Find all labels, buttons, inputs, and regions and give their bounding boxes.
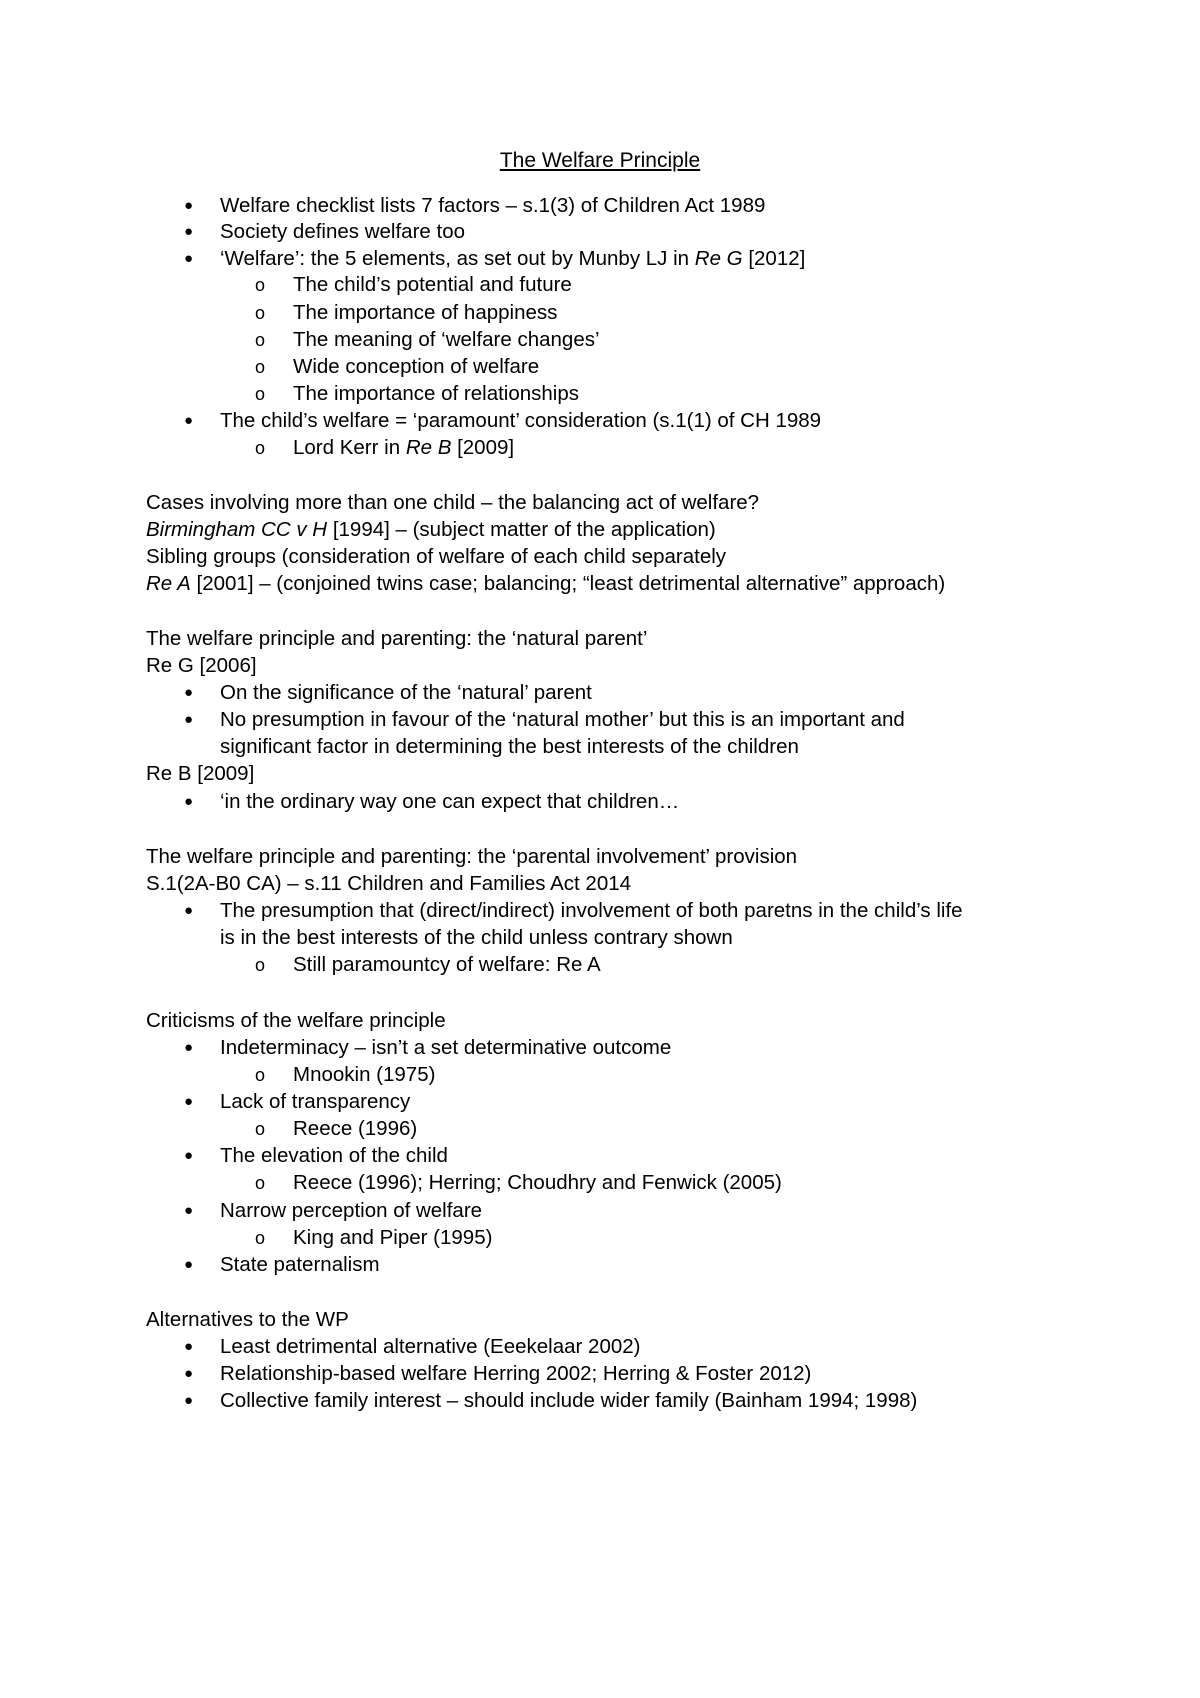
list-item: ‘in the ordinary way one can expect that children… bbox=[220, 790, 680, 813]
sub-bullet-icon: o bbox=[255, 275, 266, 295]
list-item: Society defines welfare too bbox=[220, 220, 465, 243]
bullet-icon: ● bbox=[184, 1392, 194, 1409]
statute-line: S.1(2A-B0 CA) – s.11 Children and Families Act 2014 bbox=[146, 872, 632, 895]
section-heading: Alternatives to the WP bbox=[146, 1308, 349, 1331]
list-item: On the significance of the ‘natural’ parent bbox=[220, 681, 592, 704]
list-item: Indeterminacy – isn’t a set determinative outcome bbox=[220, 1036, 672, 1059]
bullet-icon: ● bbox=[184, 1147, 194, 1164]
bullet-icon: ● bbox=[184, 412, 194, 429]
list-item: The elevation of the child bbox=[220, 1144, 448, 1167]
bullet-icon: ● bbox=[184, 684, 194, 701]
sub-list-item: The child’s potential and future bbox=[293, 273, 572, 296]
list-item: Least detrimental alternative (Eeekelaar 2002) bbox=[220, 1335, 641, 1358]
list-item: Narrow perception of welfare bbox=[220, 1199, 483, 1222]
sub-bullet-icon: o bbox=[255, 330, 266, 350]
section-heading: Criticisms of the welfare principle bbox=[146, 1009, 446, 1032]
sub-bullet-icon: o bbox=[255, 357, 266, 377]
list-item-continuation: is in the best interests of the child unless contrary shown bbox=[220, 926, 733, 949]
sub-list-item: The meaning of ‘welfare changes’ bbox=[293, 328, 600, 351]
paragraph-line: Birmingham CC v H [1994] – (subject matter of the application) bbox=[146, 518, 716, 541]
bullet-icon: ● bbox=[184, 1039, 194, 1056]
list-item: ‘Welfare’: the 5 elements, as set out by Munby LJ in Re G [2012] bbox=[220, 247, 806, 270]
list-item: Lack of transparency bbox=[220, 1090, 411, 1113]
sub-list-item: Reece (1996); Herring; Choudhry and Fenwick (2005) bbox=[293, 1171, 782, 1194]
sub-bullet-icon: o bbox=[255, 438, 266, 458]
bullet-icon: ● bbox=[184, 197, 194, 214]
bullet-icon: ● bbox=[184, 1365, 194, 1382]
list-item: No presumption in favour of the ‘natural mother’ but this is an important and bbox=[220, 708, 905, 731]
paragraph-line: Sibling groups (consideration of welfare of each child separately bbox=[146, 545, 727, 568]
bullet-icon: ● bbox=[184, 902, 194, 919]
sub-list-item: Reece (1996) bbox=[293, 1117, 418, 1140]
list-item: The child’s welfare = ‘paramount’ consideration (s.1(1) of CH 1989 bbox=[220, 409, 822, 432]
sub-list-item: Wide conception of welfare bbox=[293, 355, 540, 378]
list-item: State paternalism bbox=[220, 1253, 380, 1276]
sub-list-item: The importance of happiness bbox=[293, 301, 558, 324]
sub-list-item: Lord Kerr in Re B [2009] bbox=[293, 436, 515, 459]
sub-bullet-icon: o bbox=[255, 1119, 266, 1139]
bullet-icon: ● bbox=[184, 1202, 194, 1219]
bullet-icon: ● bbox=[184, 1256, 194, 1273]
list-item: Welfare checklist lists 7 factors – s.1(3) of Children Act 1989 bbox=[220, 194, 766, 217]
sub-list-item: King and Piper (1995) bbox=[293, 1226, 493, 1249]
sub-bullet-icon: o bbox=[255, 1173, 266, 1193]
list-item: The presumption that (direct/indirect) involvement of both paretns in the child’s life bbox=[220, 899, 963, 922]
bullet-icon: ● bbox=[184, 711, 194, 728]
sub-bullet-icon: o bbox=[255, 955, 266, 975]
document-title: The Welfare Principle bbox=[499, 149, 701, 172]
case-name: Re G [2006] bbox=[146, 654, 257, 677]
sub-bullet-icon: o bbox=[255, 1065, 266, 1085]
bullet-icon: ● bbox=[184, 1093, 194, 1110]
bullet-icon: ● bbox=[184, 250, 194, 267]
paragraph-line: Re A [2001] – (conjoined twins case; balancing; “least detrimental alternative” approach) bbox=[146, 572, 946, 595]
sub-list-item: Mnookin (1975) bbox=[293, 1063, 436, 1086]
bullet-icon: ● bbox=[184, 1338, 194, 1355]
bullet-icon: ● bbox=[184, 223, 194, 240]
list-item-continuation: significant factor in determining the best interests of the children bbox=[220, 735, 799, 758]
section-heading: The welfare principle and parenting: the ‘natural parent’ bbox=[146, 627, 648, 650]
sub-list-item: Still paramountcy of welfare: Re A bbox=[293, 953, 601, 976]
section-heading: Cases involving more than one child – the balancing act of welfare? bbox=[146, 491, 760, 514]
section-heading: The welfare principle and parenting: the ‘parental involvement’ provision bbox=[146, 845, 798, 868]
case-name: Re B [2009] bbox=[146, 762, 255, 785]
list-item: Relationship-based welfare Herring 2002; Herring & Foster 2012) bbox=[220, 1362, 812, 1385]
sub-bullet-icon: o bbox=[255, 1228, 266, 1248]
sub-list-item: The importance of relationships bbox=[293, 382, 580, 405]
sub-bullet-icon: o bbox=[255, 384, 266, 404]
bullet-icon: ● bbox=[184, 793, 194, 810]
list-item: Collective family interest – should include wider family (Bainham 1994; 1998) bbox=[220, 1389, 918, 1412]
sub-bullet-icon: o bbox=[255, 303, 266, 323]
